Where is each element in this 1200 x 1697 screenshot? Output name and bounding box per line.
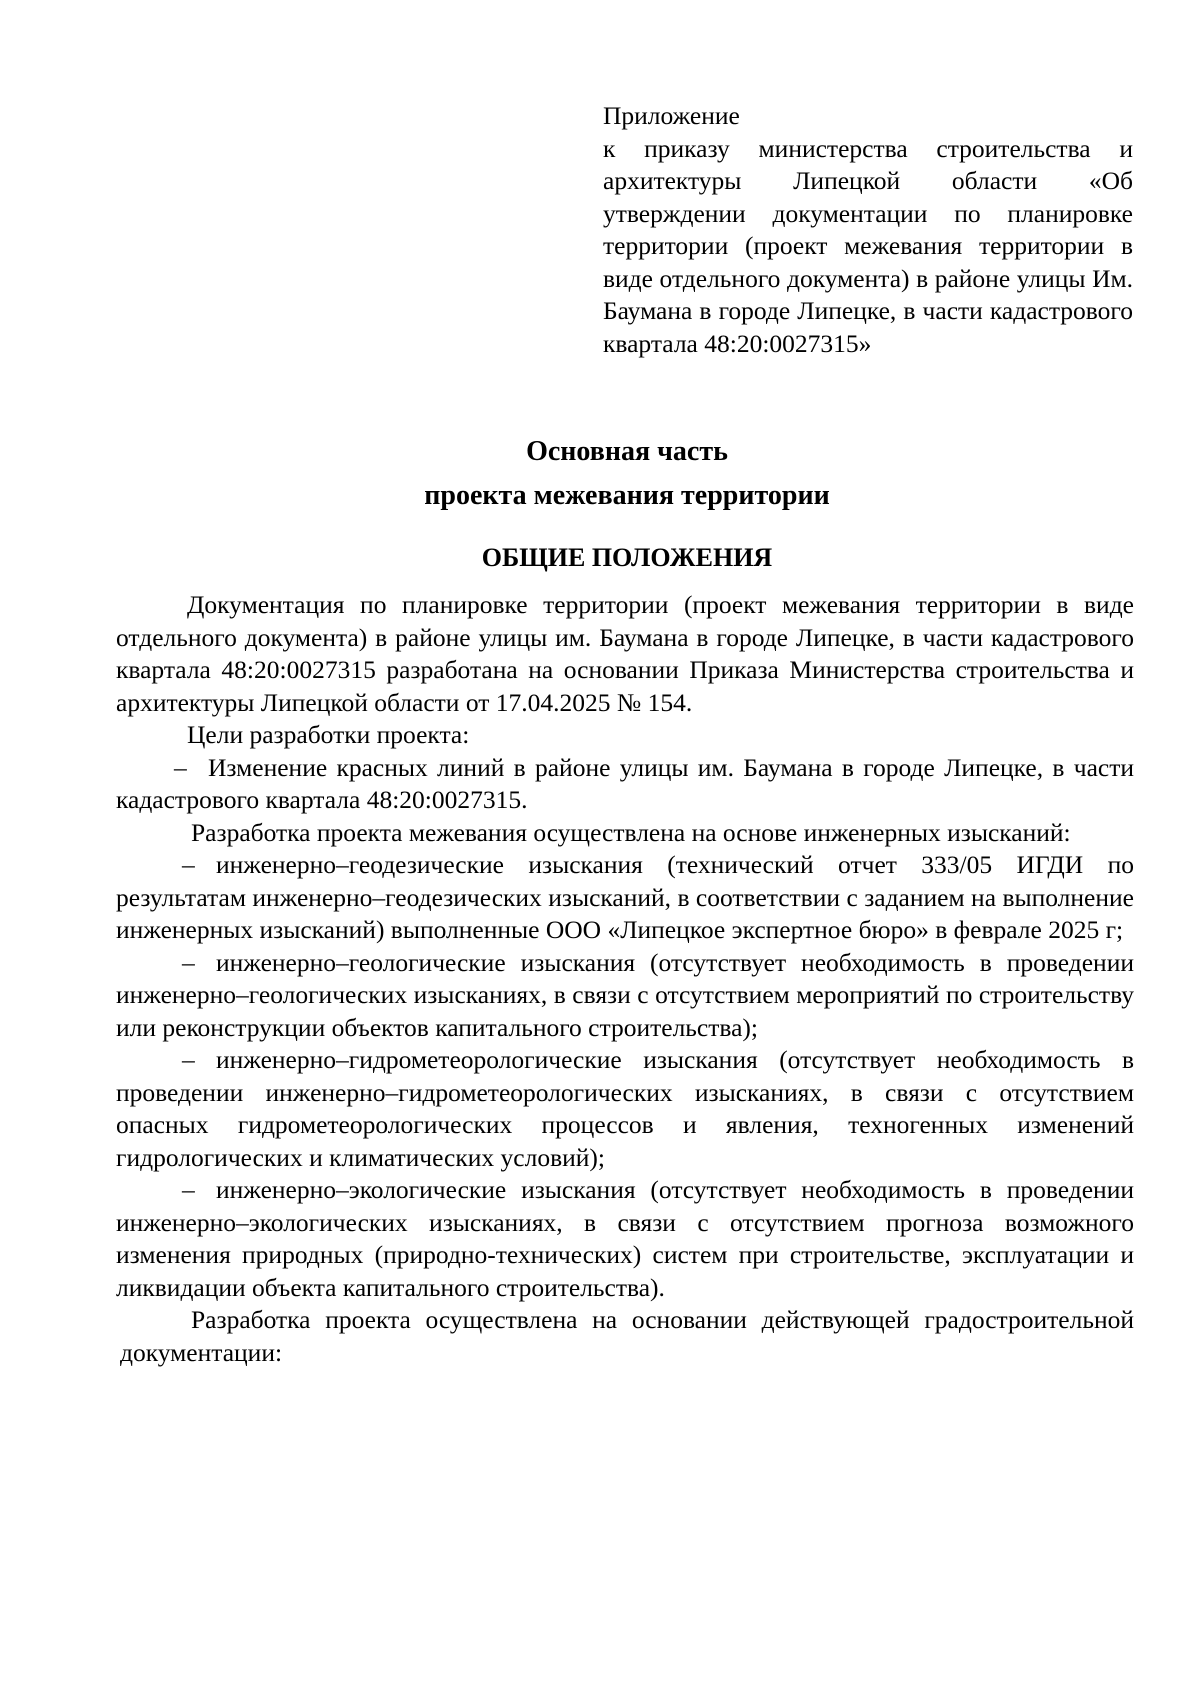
annex-heading: Приложение	[603, 101, 740, 130]
surveys-intro: Разработка проекта межевания осуществлена на основе инженерных изысканий:	[191, 817, 1071, 847]
survey-item-text: инженерно–геодезические изыскания (технический отчет 333/05 ИГДИ по результатам инженерно–геодезических изысканий, в соответствии с заданием на выполнение инженерных изысканий) выполненные ООО «Липецкое экспертное бюро» в феврале 2025 г;	[116, 850, 1134, 944]
document-title	[120, 430, 1134, 518]
goal-item-text: Изменение красных линий в районе улицы им. Баумана в городе Липецке, в части кадастрового квартала 48:20:0027315.	[116, 752, 1134, 814]
annex-body: к приказу министерства строительства и архитектуры Липецкой области «Об утверждении документации по планировке территории (проект межевания территории в виде отдельного документа) в районе улицы Им. Баумана в городе Липецке, в части кадастрового квартала 48:20:0027315»	[603, 133, 1133, 358]
docs-intro: Разработка проекта осуществлена на основании действующей градостроительной документации:	[120, 1305, 1134, 1367]
section-title: ОБЩИЕ ПОЛОЖЕНИЯ	[481, 543, 773, 572]
goal-item	[116, 752, 1134, 817]
document-body	[116, 589, 1134, 1369]
survey-item-text: инженерно–геологические изыскания (отсутствует необходимость в проведении инженерно–геологических изысканиях, в связи с отсутствием мероприятий по строительству или реконструкции объектов капитального строительства);	[116, 947, 1134, 1042]
survey-item-2	[116, 947, 1134, 1045]
intro-paragraph: Документация по планировке территории (проект межевания территории в виде отдельного документа) в районе улицы им. Баумана в городе Липецке, в части кадастрового квартала 48:20:0027315 разработана на основании Приказа Министерства строительства и архитектуры Липецкой области от 17.04.2025 № 154.	[116, 590, 1134, 717]
dash-marker: –	[174, 752, 187, 782]
survey-item-4	[116, 1174, 1134, 1304]
goals-heading: Цели разработки проекта:	[187, 720, 470, 749]
title-line-2: проекта межевания территории	[424, 480, 830, 511]
dash-marker: –	[182, 1045, 195, 1074]
dash-marker: –	[182, 850, 195, 879]
annex-block	[603, 100, 1133, 360]
survey-item-1	[116, 849, 1134, 947]
survey-item-3	[116, 1044, 1134, 1174]
dash-marker: –	[182, 947, 195, 977]
dash-marker: –	[182, 1175, 195, 1204]
survey-item-text: инженерно–гидрометеорологические изыскания (отсутствует необходимость в проведении инженерно–гидрометеорологических изысканиях, в связи с отсутствием опасных гидрометеорологических процессов и явления, техногенных изменений гидрологических и климатических условий);	[116, 1045, 1134, 1172]
title-line-1: Основная часть	[526, 436, 728, 467]
survey-item-text: инженерно–экологические изыскания (отсутствует необходимость в проведении инженерно–экологических изысканиях, в связи с отсутствием прогноза возможного изменения природных (природно-технических) систем при строительстве, эксплуатации и ликвидации объекта капитального строительства).	[116, 1175, 1134, 1302]
